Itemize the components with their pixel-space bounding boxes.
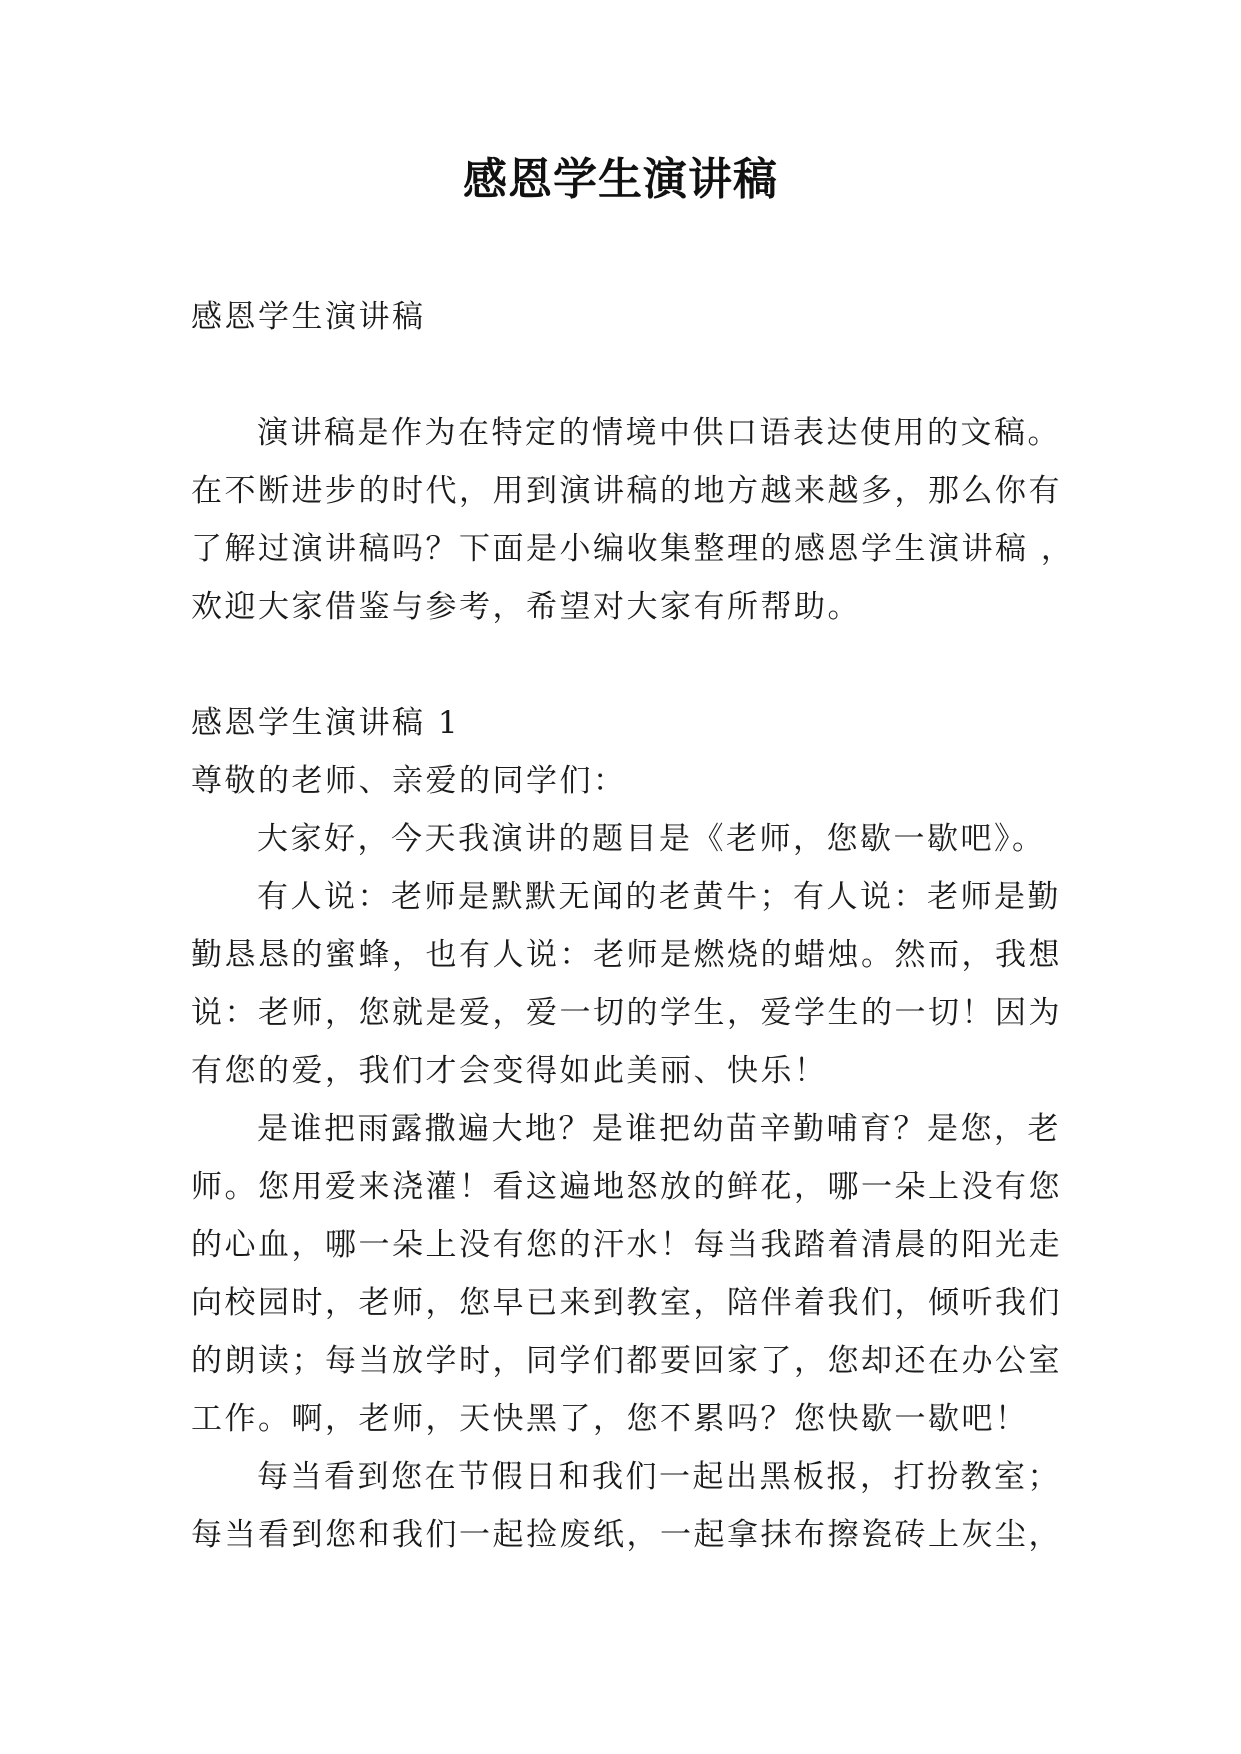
- document-title: 感恩学生演讲稿: [463, 154, 778, 205]
- section-heading: 感恩学生演讲稿 1: [191, 705, 461, 741]
- intro-line: 在不断进步的时代，用到演讲稿的地方越来越多，那么你有: [191, 473, 1062, 509]
- salutation: 尊敬的老师、亲爱的同学们：: [191, 763, 627, 799]
- paragraph-line: 有人说：老师是默默无闻的老黄牛；有人说：老师是勤: [257, 879, 1061, 915]
- intro-paragraph: [191, 404, 1075, 636]
- paragraph-line: 师。您用爱来浇灌！看这遍地怒放的鲜花，哪一朵上没有您: [191, 1169, 1062, 1205]
- paragraph-line: 勤恳恳的蜜蜂，也有人说：老师是燃烧的蜡烛。然而，我想: [191, 937, 1062, 973]
- paragraph-line: 每当看到您和我们一起捡废纸，一起拿抹布擦瓷砖上灰尘，: [191, 1517, 1062, 1553]
- paragraph-line: 大家好，今天我演讲的题目是《老师，您歇一歇吧》。: [257, 821, 1046, 857]
- intro-line: 欢迎大家借鉴与参考，希望对大家有所帮助。: [191, 589, 861, 625]
- intro-line: 演讲稿是作为在特定的情境中供口语表达使用的文稿。: [257, 415, 1061, 451]
- paragraph-line: 向校园时，老师，您早已来到教室，陪伴着我们，倾听我们: [191, 1285, 1062, 1321]
- paragraph-line: 是谁把雨露撒遍大地？是谁把幼苗辛勤哺育？是您，老: [257, 1111, 1061, 1147]
- subtitle-line: 感恩学生演讲稿: [191, 299, 426, 335]
- paragraph-line: 说：老师，您就是爱，爱一切的学生，爱学生的一切！因为: [191, 995, 1062, 1031]
- speech-body: [191, 694, 1063, 1564]
- paragraph-line: 的朗读；每当放学时，同学们都要回家了，您却还在办公室: [191, 1343, 1062, 1379]
- paragraph-line: 有您的爱，我们才会变得如此美丽、快乐！: [191, 1053, 828, 1089]
- intro-line: 了解过演讲稿吗？下面是小编收集整理的感恩学生演讲稿 ，: [191, 531, 1075, 567]
- paragraph-line: 工作。啊，老师，天快黑了，您不累吗？您快歇一歇吧！: [191, 1401, 1029, 1437]
- paragraph-line: 的心血，哪一朵上没有您的汗水！每当我踏着清晨的阳光走: [191, 1227, 1062, 1263]
- paragraph-line: 每当看到您在节假日和我们一起出黑板报，打扮教室；: [257, 1459, 1061, 1495]
- document-subtitle: [191, 288, 1063, 346]
